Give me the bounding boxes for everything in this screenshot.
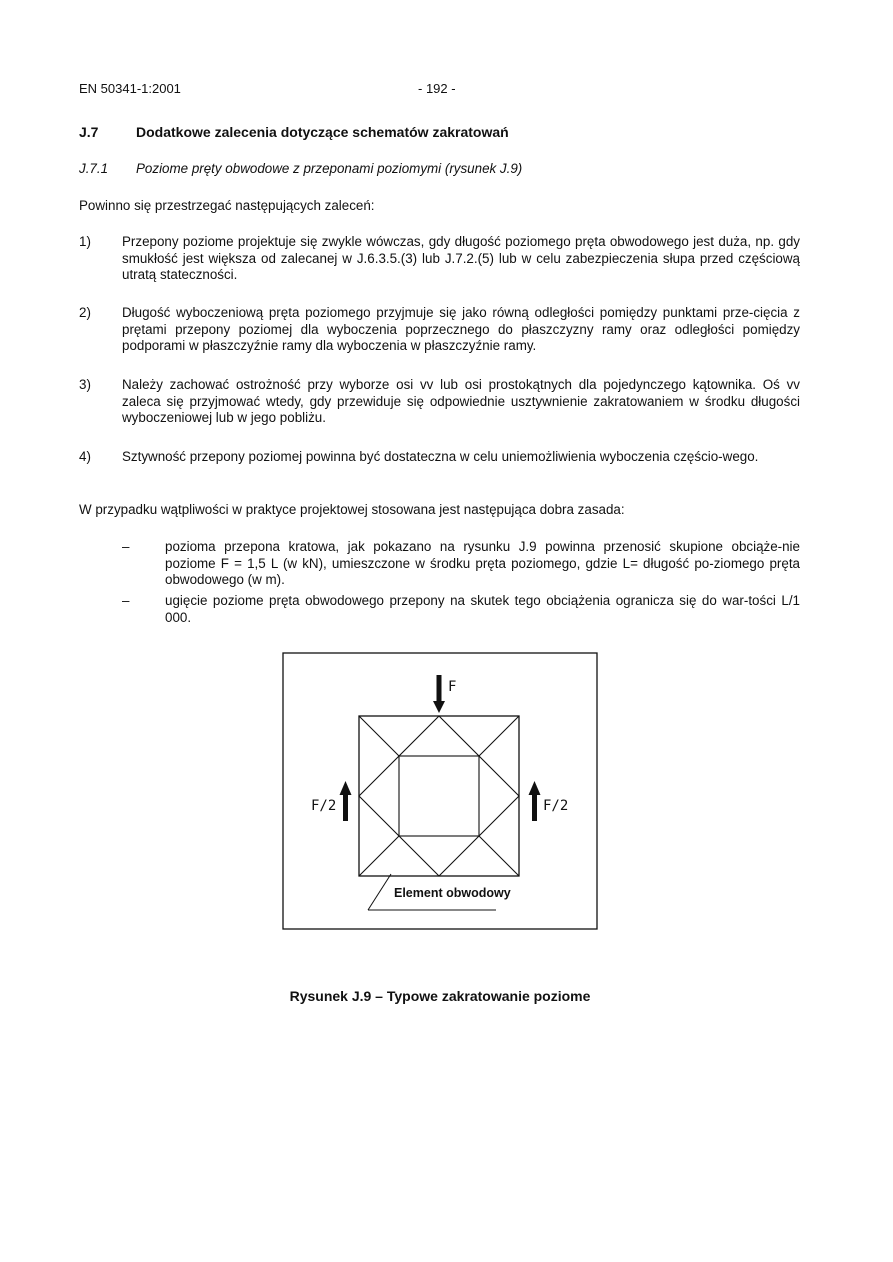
doubt-paragraph: W przypadku wątpliwości w praktyce projektowej stosowana jest następująca dobra zasada: (79, 502, 625, 517)
item-text: Należy zachować ostrożność przy wyborze osi vv lub osi prostokątnych dla pojedynczego kątownika. Oś vv zaleca się przyjmować wtedy, gdy przewiduje się odpowiednie usztywnienie zakratowaniem w środku długości wyboczeniowej lub w jego pobliżu. (122, 377, 800, 426)
force-arrowhead-down-icon (433, 701, 445, 713)
intro-paragraph: Powinno się przestrzegać następujących zaleceń: (79, 198, 375, 213)
item-number: 1) (79, 234, 91, 249)
item-number: 2) (79, 305, 91, 320)
force-arrow-up-right-icon (532, 793, 537, 821)
label-f: F (448, 679, 457, 695)
item-number: 3) (79, 377, 91, 392)
subsection-title: Poziome pręty obwodowe z przeponami poziomymi (rysunek J.9) (136, 161, 523, 176)
force-arrow-down-icon (437, 675, 442, 703)
section-title: Dodatkowe zalecenia dotyczące schematów zakratowań (136, 124, 509, 140)
document-id: EN 50341-1:2001 (79, 81, 181, 96)
corner-diagonal (359, 716, 399, 756)
item-text: Przepony poziome projektuje się zwykle wówczas, gdy długość poziomego pręta obwodowego jest duża, np. gdy smukłość jest większa od zalecanej w J.6.3.5.(3) lub J.7.2.(5) lub w celu zabezpieczenia słupa przed częściową utratą stateczności. (122, 234, 800, 283)
subsection-number: J.7.1 (79, 161, 109, 176)
bullet-text: ugięcie poziome pręta obwodowego przepony na skutek tego obciążenia ogranicza się do war-tości L/1 000. (165, 593, 800, 625)
bullet-dash: – (122, 593, 130, 608)
label-element: Element obwodowy (394, 886, 511, 900)
page-number: - 192 - (418, 81, 456, 96)
corner-diagonal (479, 836, 519, 876)
label-f2-right: F/2 (543, 798, 569, 814)
force-arrow-up-left-icon (343, 793, 348, 821)
section-number: J.7 (79, 124, 99, 140)
force-arrowhead-up-left-icon (340, 781, 352, 795)
force-arrowhead-up-right-icon (529, 781, 541, 795)
corner-diagonal (359, 836, 399, 876)
item-text: Długość wyboczeniową pręta poziomego przyjmuje się jako równą odległości pomiędzy punktami prze-cięcia z prętami przepony poziomej dla wyboczenia poprzecznego do płaszczyzny ramy oraz odległości pomiędzy podporami w płaszczyźnie ramy dla wyboczenia w płaszczyźnie ramy. (122, 305, 800, 354)
item-text: Sztywność przepony poziomej powinna być dostateczna w celu uniemożliwienia wyboczenia częścio-wego. (122, 449, 759, 464)
label-f2-left: F/2 (311, 798, 337, 814)
inner-square (399, 756, 479, 836)
corner-diagonal (479, 716, 519, 756)
item-number: 4) (79, 449, 91, 464)
bullet-text: pozioma przepona kratowa, jak pokazano na rysunku J.9 powinna przenosić skupione obciąże-nie poziome F = 1,5 L (w kN), umieszczone w środku pręta poziomego, gdzie L= długość po-ziomego pręta obwodowego (w m). (165, 539, 800, 588)
bullet-dash: – (122, 539, 130, 554)
leader-line (368, 874, 391, 910)
figure-caption: Rysunek J.9 – Typowe zakratowanie poziome (289, 988, 591, 1004)
figure-diagram (282, 652, 600, 932)
